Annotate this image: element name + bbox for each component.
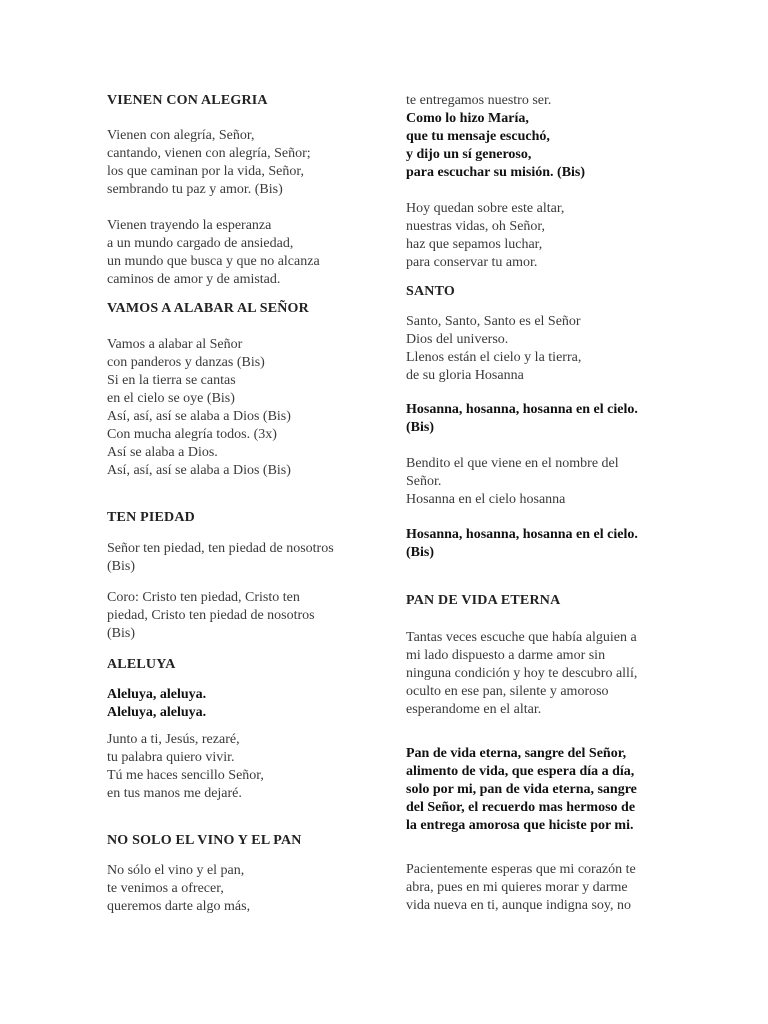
chorus-santo-1: Hosanna, hosanna, hosanna en el cielo. (Bis): [406, 402, 638, 435]
chorus-pan: Pan de vida eterna, sangre del Señor, alimento de vida, que espera día a día, solo por mi, pan de vida eterna, sangre del Señor, el recuerdo mas hermoso de la entrega amorosa que hiciste por mi.: [406, 746, 637, 833]
verse-santo-1: Santo, Santo, Santo es el Señor Dios del universo. Llenos están el cielo y la tierra, de su gloria Hosanna: [406, 314, 582, 383]
verse-no-solo-1: No sólo el vino y el pan, te venimos a ofrecer, queremos darte algo más,: [107, 863, 251, 914]
verse-ten-2: Coro: Cristo ten piedad, Cristo ten piedad, Cristo ten piedad de nosotros (Bis): [107, 590, 315, 641]
verse-vamos-1: Vamos a alabar al Señor con panderos y danzas (Bis) Si en la tierra se cantas en el cielo se oye (Bis) Así, así, así se alaba a Dios (Bis) Con mucha alegría todos. (3x) Así se alaba a Dios. Así, así, así se alaba a Dios (Bis): [107, 337, 291, 478]
verse-santo-2: Bendito el que viene en el nombre del Señor. Hosanna en el cielo hosanna: [406, 456, 619, 507]
verse-pan-1: Tantas veces escuche que había alguien a mi lado dispuesto a darme amor sin ninguna condición y hoy te descubro allí, oculto en ese pan, silente y amoroso esperandome en el altar.: [406, 630, 638, 717]
song-title-ten-piedad: TEN PIEDAD: [107, 510, 195, 525]
song-title-pan: PAN DE VIDA ETERNA: [406, 593, 561, 608]
verse-pan-2: Pacientemente esperas que mi corazón te abra, pues en mi quieres morar y darme vida nueva en ti, aunque indigna soy, no: [406, 862, 636, 913]
verse-aleluya-1: Junto a ti, Jesús, rezaré, tu palabra quiero vivir. Tú me haces sencillo Señor, en tus manos me dejaré.: [107, 732, 264, 801]
chorus-no-solo: Como lo hizo María, que tu mensaje escuchó, y dijo un sí generoso, para escuchar su misión. (Bis): [406, 111, 586, 180]
song-title-aleluya: ALELUYA: [107, 657, 176, 672]
song-title-vamos: VAMOS A ALABAR AL SEÑOR: [107, 301, 309, 316]
chorus-santo-2: Hosanna, hosanna, hosanna en el cielo. (Bis): [406, 527, 638, 560]
verse-ten-1: Señor ten piedad, ten piedad de nosotros (Bis): [107, 541, 334, 574]
song-title-vienen: VIENEN CON ALEGRIA: [107, 93, 268, 108]
verse-vienen-2: Vienen trayendo la esperanza a un mundo cargado de ansiedad, un mundo que busca y que no alcanza caminos de amor y de amistad.: [107, 218, 320, 287]
song-title-santo: SANTO: [406, 284, 455, 299]
verse-vienen-1: Vienen con alegría, Señor, cantando, vienen con alegría, Señor; los que caminan por la vida, Señor, sembrando tu paz y amor. (Bis): [107, 128, 311, 197]
chorus-aleluya: Aleluya, aleluya. Aleluya, aleluya.: [107, 687, 207, 720]
verse-no-solo-cont: te entregamos nuestro ser.: [406, 93, 552, 108]
verse-no-solo-2: Hoy quedan sobre este altar, nuestras vidas, oh Señor, haz que sepamos luchar, para conservar tu amor.: [406, 201, 565, 270]
song-title-no-solo: NO SOLO EL VINO Y EL PAN: [107, 833, 302, 848]
